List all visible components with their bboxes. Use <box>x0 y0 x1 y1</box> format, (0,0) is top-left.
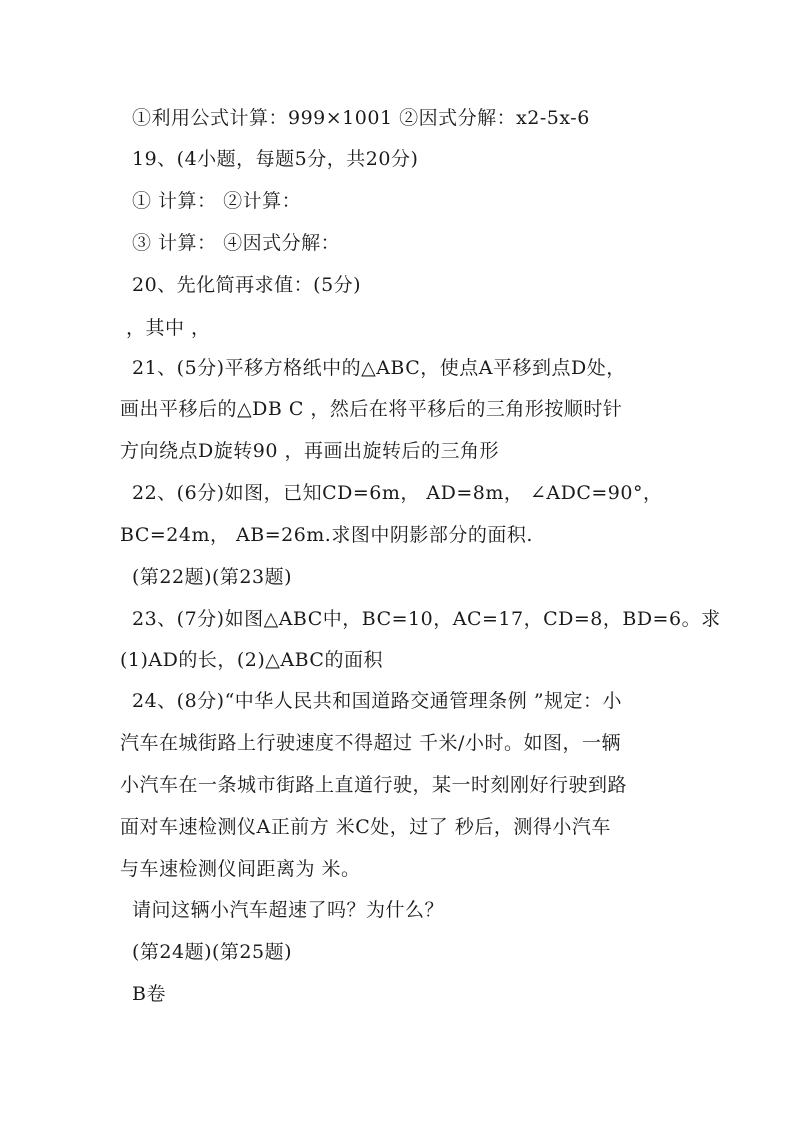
question-24-line-5: 与车速检测仪间距离为 米。 <box>120 858 361 880</box>
figure-caption-22-23: (第22题)(第23题) <box>132 566 293 588</box>
line-formula-factor: ①利用公式计算：999×1001 ②因式分解：x2-5x-6 <box>132 107 590 129</box>
question-21-line-2: 画出平移后的△DB C ，然后在将平移后的三角形按顺时针 <box>120 398 623 420</box>
question-24-line-1: 24、(8分)“中华人民共和国道路交通管理条例 ”规定：小 <box>132 690 623 712</box>
question-19-parts-3-4: ③ 计算： ④因式分解： <box>132 232 341 254</box>
question-22-line-1: 22、(6分)如图，已知CD=6m， AD=8m， ∠ADC=90°， <box>132 482 663 504</box>
question-24-line-3: 小汽车在一条城市街路上直道行驶，某一时刻刚好行驶到路 <box>120 774 628 796</box>
question-24-question: 请问这辆小汽车超速了吗？为什么？ <box>132 899 445 921</box>
section-b-heading: B卷 <box>132 983 166 1005</box>
question-21-line-3: 方向绕点D旋转90 ，再画出旋转后的三角形 <box>120 440 499 462</box>
question-23-line-2: (1)AD的长，(2)△ABC的面积 <box>120 649 383 671</box>
question-20-condition: ，其中 ， <box>126 317 211 339</box>
question-21-line-1: 21、(5分)平移方格纸中的△ABC，使点A平移到点D处， <box>132 357 626 379</box>
question-20-heading: 20、先化简再求值：(5分) <box>132 274 362 296</box>
question-19-heading: 19、(4小题，每题5分，共20分) <box>132 148 419 170</box>
figure-caption-24-25: (第24题)(第25题) <box>132 941 293 963</box>
question-24-line-2: 汽车在城街路上行驶速度不得超过 千米/小时。如图，一辆 <box>120 732 621 754</box>
question-22-line-2: BC=24m， AB=26m.求图中阴影部分的面积. <box>120 524 533 546</box>
question-24-line-4: 面对车速检测仪A正前方 米C处，过了 秒后，测得小汽车 <box>120 816 611 838</box>
question-23-line-1: 23、(7分)如图△ABC中，BC=10，AC=17，CD=8，BD=6。求 <box>132 608 721 630</box>
question-19-parts-1-2: ① 计算： ②计算： <box>132 190 302 212</box>
